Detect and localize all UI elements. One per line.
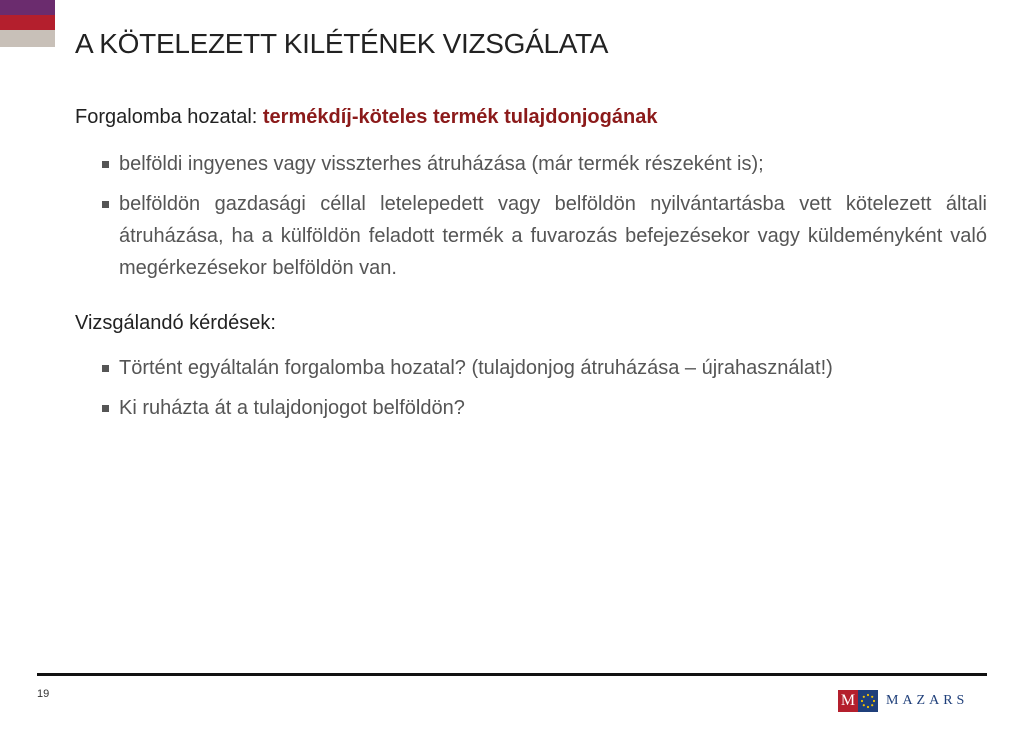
section-2-bullet-list (75, 352, 987, 424)
square-bullet-icon (102, 365, 109, 372)
list-item (75, 392, 987, 424)
corner-bar-grey (0, 30, 55, 47)
section-1-highlight: termékdíj-köteles termék tulajdonjogának (262, 106, 658, 128)
list-item (75, 148, 987, 180)
mazars-logo (838, 690, 968, 712)
square-bullet-icon (102, 201, 109, 208)
footer-divider (37, 673, 987, 676)
list-item (75, 188, 987, 284)
bullet-text: belföldön gazdasági céllal letelepedett vagy belföldön nyilvántartásba vett kötelezett általi átruházása, ha a külföldön feladott termék a fuvarozás befejezésekor vagy küldeményként való megérkezésekor belföldön van. (119, 193, 987, 279)
logo-mark (838, 690, 878, 712)
corner-color-bars (0, 0, 55, 47)
square-bullet-icon (102, 405, 109, 412)
corner-bar-purple (0, 0, 55, 15)
bullet-text: belföldi ingyenes vagy visszterhes átruházása (már termék részeként is); (119, 153, 764, 175)
section-1-heading (75, 104, 987, 130)
section-1-bullet-list (75, 148, 987, 284)
section-1-label: Forgalomba hozatal: (75, 106, 258, 128)
corner-bar-red (0, 15, 55, 30)
list-item (75, 352, 987, 384)
bullet-text: Ki ruházta át a tulajdonjogot belföldön? (119, 397, 465, 419)
logo-wordmark: MAZARS (886, 693, 969, 708)
section-2-heading: Vizsgálandó kérdések: (75, 312, 276, 334)
star-circle-icon (858, 690, 878, 712)
slide-title: A KÖTELEZETT KILÉTÉNEK VIZSGÁLATA (75, 28, 609, 59)
slide-content (75, 104, 987, 432)
square-bullet-icon (102, 161, 109, 168)
bullet-text: Történt egyáltalán forgalomba hozatal? (tulajdonjog átruházása – újrahasználat!) (119, 357, 833, 379)
page-number: 19 (37, 688, 50, 700)
logo-m-block: M (838, 690, 858, 712)
